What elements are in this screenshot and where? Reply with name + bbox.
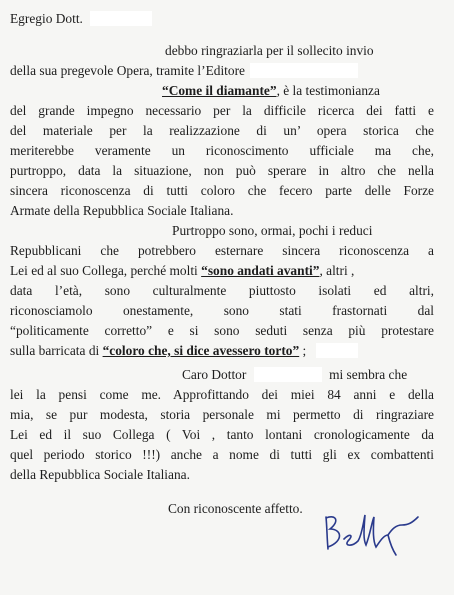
- redaction-box: [316, 343, 358, 358]
- book-title: “Come il diamante”: [162, 83, 277, 98]
- letter-line: Purtroppo sono, ormai, pochi i reduci: [172, 223, 373, 238]
- letter-line: riconosciamolo onestamente, sono stati frastornati dal: [10, 303, 434, 318]
- letter-line: Armate della Repubblica Sociale Italiana.: [10, 203, 234, 218]
- letter-line: sulla barricata di “coloro che, si dice avessero torto” ;: [10, 342, 434, 360]
- letter-line: Repubblicani che potrebbero esternare sincera riconoscenza a: [10, 243, 434, 258]
- salutation: Egregio Dott.: [10, 10, 434, 28]
- letter-line: Caro Dottor mi sembra che: [182, 367, 408, 382]
- letter-line: sincera riconoscenza di tutti coloro che fecero parte delle Forze: [10, 183, 434, 198]
- redaction-box: [90, 11, 152, 26]
- closing-line: Con riconoscente affetto.: [168, 501, 303, 516]
- letter-line: meriterebbe veramente un riconoscimento ufficiale ma che,: [10, 143, 434, 158]
- redaction-box: [250, 63, 358, 78]
- letter-line: mia, se pur modesta, storia personale mi permetto di ringraziare: [10, 407, 434, 422]
- letter-line: data l’età, sono culturalmente piuttosto isolati ed altri,: [10, 283, 434, 298]
- emphasis-phrase: “sono andati avanti”: [201, 263, 320, 278]
- letter-line: “Come il diamante”, è la testimonianza: [162, 83, 380, 98]
- letter-line: Lei ed il suo Collega ( Voi , tanto lontani cronologicamente da: [10, 427, 434, 442]
- letter-line: della Repubblica Sociale Italiana.: [10, 467, 190, 482]
- letter-line: “politicamente corretto” e si sono seduti senza più protestare: [10, 323, 434, 338]
- letter-line: quel periodo storico !!!) anche a nome di tutti gli ex combattenti: [10, 447, 434, 462]
- signature: [318, 505, 428, 557]
- letter-line: purtroppo, data la situazione, non può sperare in altro che nella: [10, 163, 434, 178]
- letter-line: della sua pregevole Opera, tramite l’Editore: [10, 62, 434, 80]
- letter-line: del grande impegno necessario per la difficile ricerca dei fatti e: [10, 103, 434, 118]
- letter-line: lei la pensi come me. Approfittando dei miei 84 anni e della: [10, 387, 434, 402]
- emphasis-phrase: “coloro che, si dice avessero torto”: [102, 343, 300, 358]
- letter-line: debbo ringraziarla per il sollecito invio: [165, 43, 374, 58]
- redaction-box: [254, 367, 322, 382]
- letter-line: Lei ed al suo Collega, perché molti “sono andati avanti”, altri ,: [10, 263, 355, 278]
- letter-line: del materiale per la realizzazione di un’ opera storica che: [10, 123, 434, 138]
